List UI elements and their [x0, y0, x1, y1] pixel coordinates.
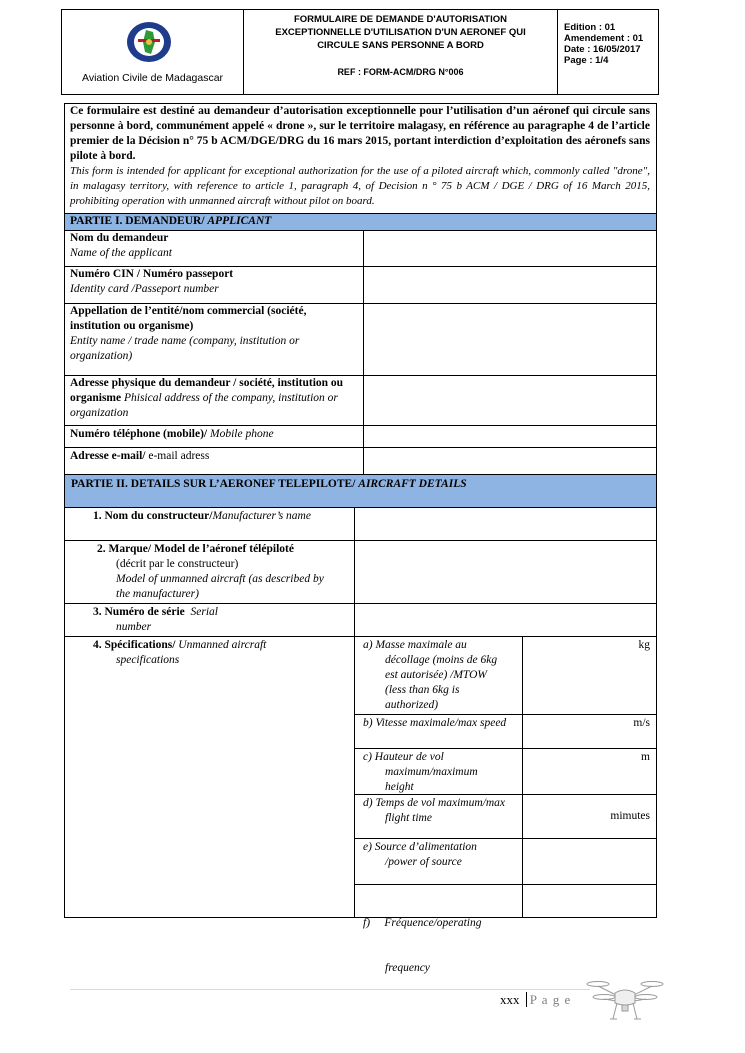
phone-input[interactable] — [364, 426, 655, 447]
address-input[interactable] — [364, 376, 655, 425]
part1-title: PARTIE I. DEMANDEUR/ — [70, 215, 208, 227]
footer-page-number: xxx — [500, 992, 520, 1007]
form-title-cell — [244, 10, 558, 94]
intro-block — [70, 104, 650, 209]
id-number-label: Numéro CIN / Numéro passeport Identity card /Passeport number — [70, 268, 234, 295]
specifications-label: 4. Spécifications/ Unmanned aircraft specifications — [93, 639, 267, 666]
part2-title-english: AIRCRAFT DETAILS — [358, 478, 467, 490]
intro-french-text: Ce formulaire est destiné au demandeur d’autorisation exceptionnelle pour l’utilisation d’un aéronef qui circule sans personne à bord, communément appelé « drone », sur le territoire malagasy, en référence au paragraphe 4 de l’article premier de la Décision n° 75 b ACM/DGE/DRG du 16 mars 2015, portant interdiction d’exploitation des aéronefs sans pilote à bord. — [70, 105, 650, 162]
part1-header — [65, 214, 656, 230]
spec-frequency-label: f) Fréquence/operating frequency — [363, 917, 482, 974]
spec-mtow-unit[interactable]: kg — [638, 639, 650, 651]
id-number-input[interactable] — [364, 267, 655, 303]
spec-mtow-label: a) Masse maximale au décollage (moins de 6kg est autorisée) /MTOW (less than 6kg is authorized) — [363, 639, 498, 711]
spec-power-input[interactable] — [523, 839, 655, 884]
form-title-line-3: CIRCULE SANS PERSONNE A BORD — [317, 40, 484, 51]
applicant-name-input[interactable] — [364, 231, 655, 266]
entity-name-label: Appellation de l’entité/nom commercial (société, institution ou organisme) Entity name / trade name (company, institution or organization) — [70, 305, 307, 362]
form-title-line-1: FORMULAIRE DE DEMANDE D'AUTORISATION — [293, 14, 508, 25]
model-input[interactable] — [355, 541, 655, 603]
serial-label: 3. Numéro de série Serial number — [93, 606, 218, 633]
date-text: Date : 16/05/2017 — [564, 44, 641, 55]
spec-flight-time-unit[interactable]: mimutes — [610, 810, 650, 822]
spec-speed-label: b) Vitesse maximale/max speed — [363, 717, 507, 729]
manufacturer-input[interactable] — [355, 508, 655, 540]
applicant-name-label: Nom du demandeur Name of the applicant — [70, 232, 172, 259]
intro-english-text: This form is intended for applicant for exceptional authorization for the use of a piloted aircraft which, commonly called "drone", in malagasy territory, with reference to article 1, paragraph 4, of Decision n ° 75 b ACM / DGE / DRG of 16 March 2015, prohibiting operation with unmanned aircraft without pilot on board. — [70, 165, 650, 207]
phone-label: Numéro téléphone (mobile)/ Mobile phone — [70, 428, 274, 440]
acm-logo-icon — [124, 20, 174, 64]
page-number-text: Page : 1/4 — [564, 55, 609, 66]
part2-title: PARTIE II. DETAILS SUR L’AERONEF TELEPILOTE/ — [71, 478, 359, 490]
org-name: Aviation Civile de Madagascar — [82, 72, 224, 84]
part2-header — [65, 475, 656, 507]
footer-page-label: P a g e — [529, 992, 572, 1007]
serial-input[interactable] — [355, 604, 655, 636]
amendment-text: Amendement : 01 — [564, 33, 644, 44]
header-logo-cell — [62, 10, 244, 94]
document-control-cell — [558, 10, 658, 94]
entity-name-input[interactable] — [364, 304, 655, 375]
model-label: 2. Marque/ Model de l’aéronef télépiloté (décrit par le constructeur) Model of unmanned aircraft (as described by the manufacturer) — [97, 543, 324, 600]
page-footer — [500, 992, 571, 1008]
form-title-line-2: EXCEPTIONNELLE D'UTILISATION D'UN AERONEF QUI — [275, 27, 526, 38]
part1-title-english: APPLICANT — [207, 215, 272, 227]
spec-frequency-input[interactable] — [523, 885, 655, 917]
email-label: Adresse e-mail/ e-mail adress — [70, 450, 210, 462]
spec-flight-time-label: d) Temps de vol maximum/max flight time — [363, 797, 506, 824]
email-input[interactable] — [364, 448, 655, 474]
form-reference: REF : FORM-ACM/DRG N°006 — [337, 67, 464, 77]
edition-text: Edition : 01 — [564, 22, 616, 33]
footer-divider — [70, 989, 590, 990]
drone-icon — [586, 975, 664, 1023]
manufacturer-label: 1. Nom du constructeur/Manufacturer’s name — [93, 510, 311, 522]
spec-power-label: e) Source d’alimentation /power of source — [363, 841, 477, 868]
spec-height-label: c) Hauteur de vol maximum/maximum height — [363, 751, 478, 793]
spec-height-unit[interactable]: m — [641, 751, 650, 763]
document-header — [61, 9, 659, 95]
address-label: Adresse physique du demandeur / société, institution ou organisme Phisical address of the company, institution or organization — [70, 377, 344, 419]
spec-speed-unit[interactable]: m/s — [633, 717, 650, 729]
